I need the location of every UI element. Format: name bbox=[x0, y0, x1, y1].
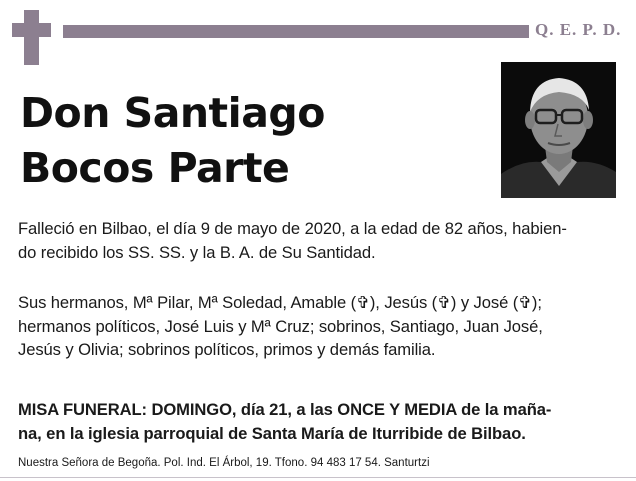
text-line: na, en la iglesia parroquial de Santa María de Iturribide de Bilbao. bbox=[18, 423, 526, 443]
cross-icon bbox=[24, 10, 39, 65]
death-notice-paragraph bbox=[18, 217, 618, 264]
family-paragraph bbox=[18, 291, 618, 362]
funeral-home-footer: Nuestra Señora de Begoña. Pol. Ind. El Árbol, 19. Tfono. 94 483 17 54. Santurtzi bbox=[18, 457, 430, 469]
name-line-2: Bocos Parte bbox=[20, 144, 290, 192]
text-line: hermanos políticos, José Luis y Mª Cruz; sobrinos, Santiago, Juan José, bbox=[18, 316, 543, 336]
qepd-label: Q. E. P. D. bbox=[535, 20, 622, 39]
text-line: Jesús y Olivia; sobrinos políticos, primos y demás familia. bbox=[18, 340, 436, 359]
name-line-1: Don Santiago bbox=[20, 89, 325, 137]
bottom-rule bbox=[0, 477, 636, 478]
text-line: Falleció en Bilbao, el día 9 de mayo de 2020, a la edad de 82 años, habien- bbox=[18, 219, 567, 238]
cross-icon-bar bbox=[12, 23, 51, 37]
deceased-name bbox=[20, 86, 490, 196]
text-line: MISA FUNERAL: DOMINGO, día 21, a las ONCE Y MEDIA de la maña- bbox=[18, 400, 552, 419]
text-line: Sus hermanos, Mª Pilar, Mª Soledad, Amable (✞), Jesús (✞) y José (✞); bbox=[18, 293, 542, 312]
header-rule bbox=[63, 25, 529, 38]
funeral-mass-paragraph bbox=[18, 398, 618, 445]
text-line: do recibido los SS. SS. y la B. A. de Su Santidad. bbox=[18, 242, 376, 262]
portrait-photo bbox=[501, 62, 616, 198]
